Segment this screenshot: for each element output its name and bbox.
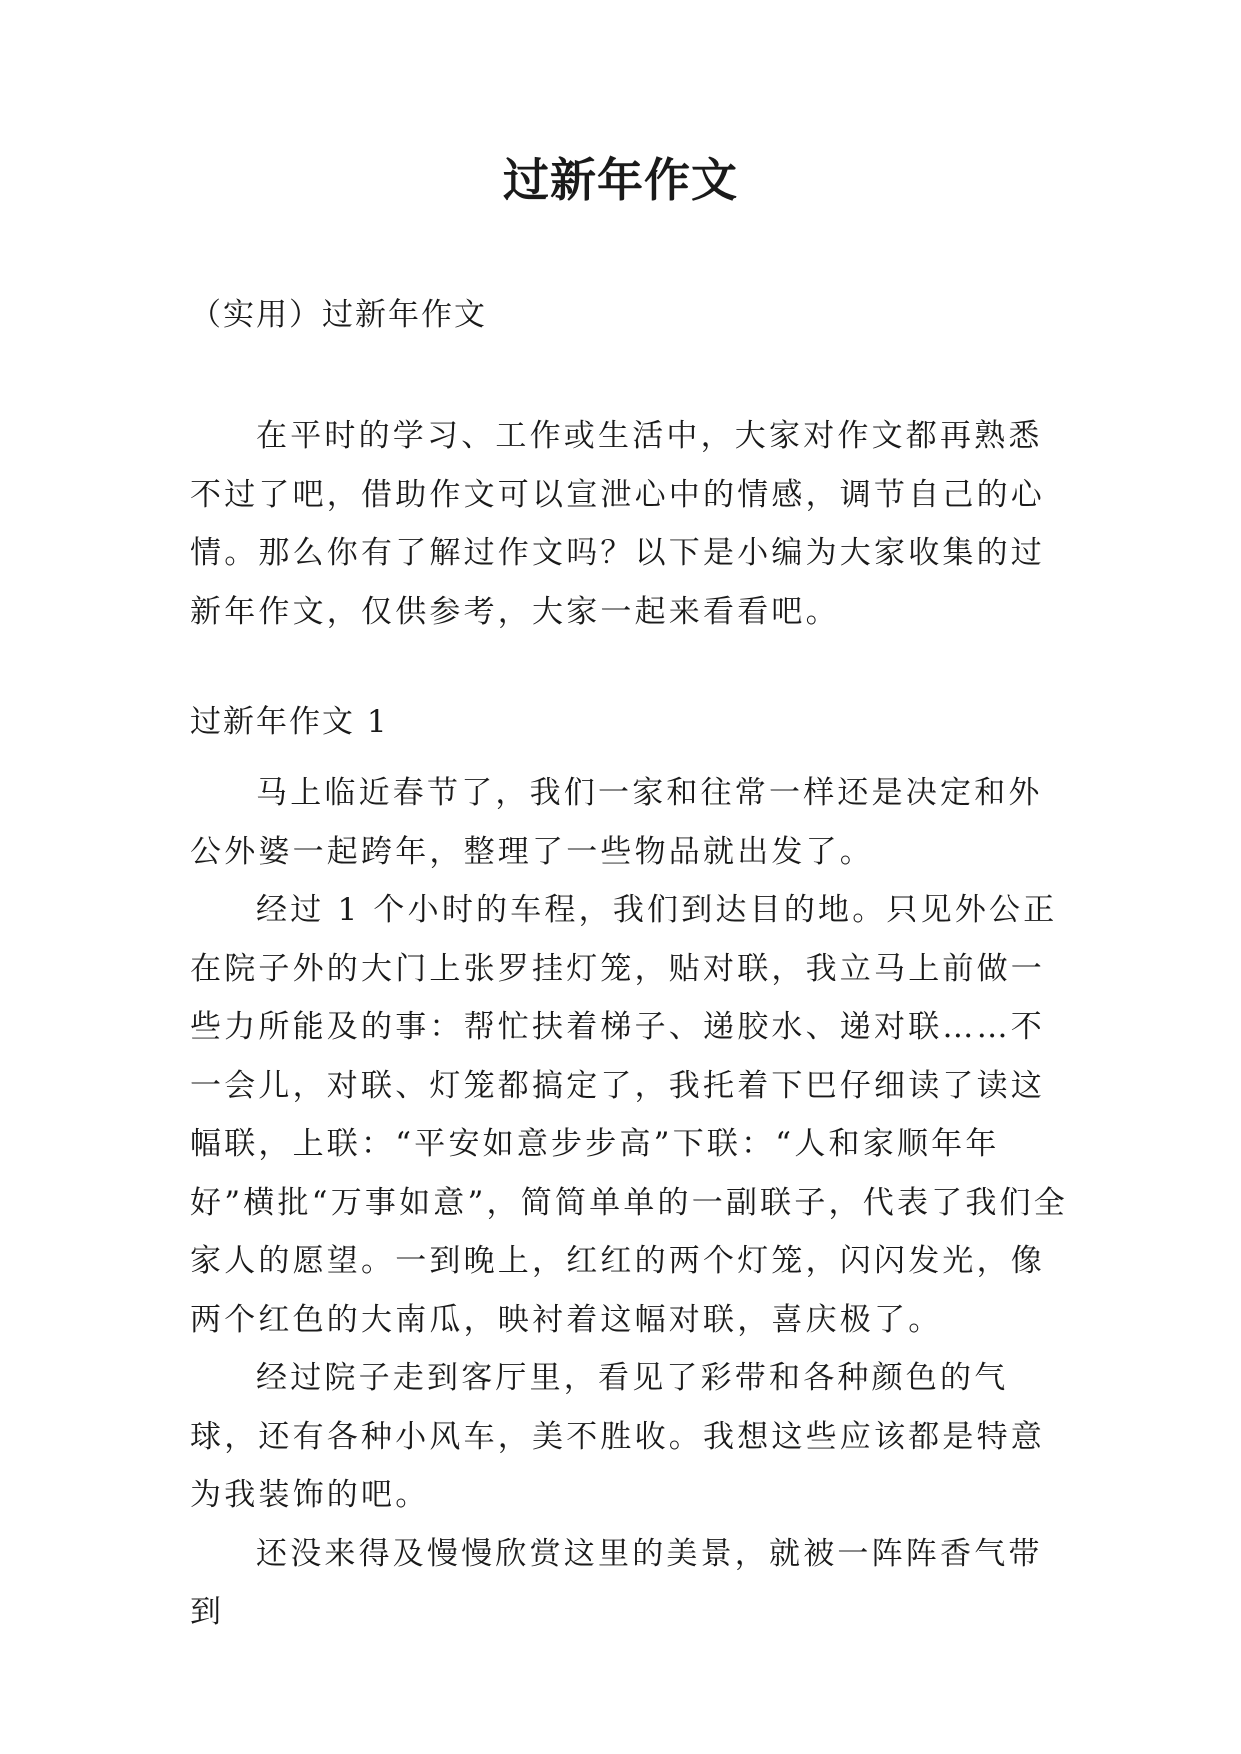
document-subtitle: （实用）过新年作文	[190, 297, 487, 333]
intro-section	[190, 407, 1070, 641]
essay-body	[190, 764, 1070, 1642]
essay-paragraph-3: 经过院子走到客厅里，看见了彩带和各种颜色的气球，还有各种小风车，美不胜收。我想这些应该都是特意为我装饰的吧。	[190, 1360, 1045, 1513]
document-title: 过新年作文	[503, 153, 738, 207]
essay-paragraph-4: 还没来得及慢慢欣赏这里的美景，就被一阵阵香气带到	[190, 1535, 1043, 1630]
essay-paragraph-1: 马上临近春节了，我们一家和往常一样还是决定和外公外婆一起跨年，整理了一些物品就出发了。	[190, 775, 1043, 870]
essay-paragraph-2: 经过 1 个小时的车程，我们到达目的地。只见外公正在院子外的大门上张罗挂灯笼，贴对联，我立马上前做一些力所能及的事：帮忙扶着梯子、递胶水、递对联……不一会儿，对联、灯笼都搞定了，我托着下巴仔细读了读这幅联，上联：“平安如意步步高”下联：“人和家顺年年好”横批“万事如意”，简简单单的一副联子，代表了我们全家人的愿望。一到晚上，红红的两个灯笼，闪闪发光，像两个红色的大南瓜，映衬着这幅对联，喜庆极了。	[190, 892, 1068, 1338]
intro-paragraph: 在平时的学习、工作或生活中，大家对作文都再熟悉不过了吧，借助作文可以宣泄心中的情感，调节自己的心情。那么你有了解过作文吗？以下是小编为大家收集的过新年作文，仅供参考，大家一起来看看吧。	[190, 418, 1045, 630]
section-heading: 过新年作文 1	[190, 704, 389, 740]
